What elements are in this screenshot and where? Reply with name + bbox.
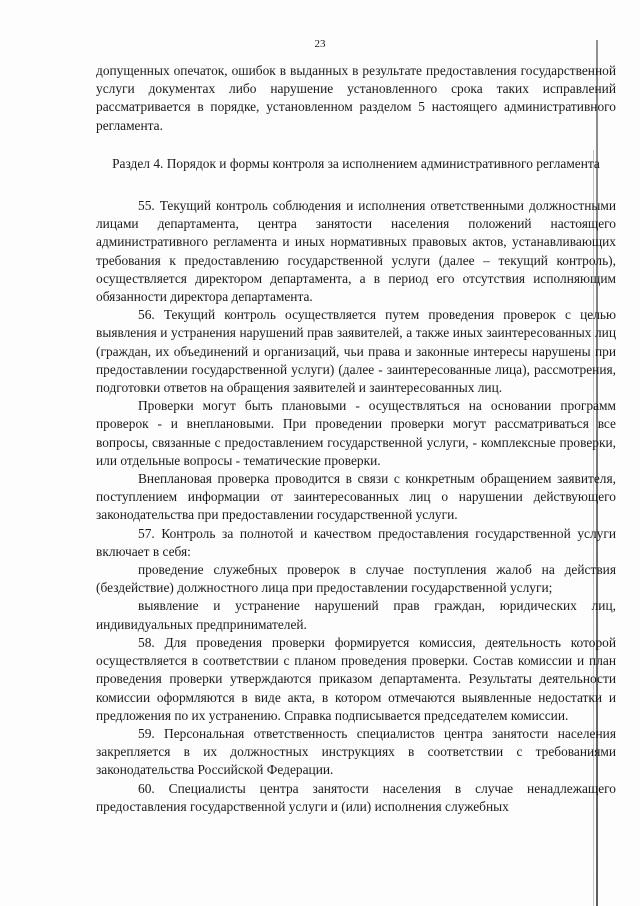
document-body	[96, 62, 616, 816]
section-title: Раздел 4. Порядок и формы контроля за исполнением административного регламента	[112, 155, 600, 171]
paragraph-60: 60. Специалисты центра занятости населения в случае ненадлежащего предоставления государственной услуги и (или) исполнения служебных	[96, 780, 616, 814]
paragraph-continuation: допущенных опечаток, ошибок в выданных в результате предоставления государственной услуги документах либо нарушение установленного срока таких исправлений рассматривается в порядке, установленном разделом 5 настоящего административного регламента.	[96, 63, 616, 133]
paragraph-inspections-types: Проверки могут быть плановыми - осуществляться на основании программ проверок - и внеплановыми. При проведении проверки могут рассматриваться все вопросы, связанные с предоставлением государственной услуги, - комплексные проверки, или отдельные вопросы - тематические проверки.	[96, 398, 616, 468]
paragraph-55: 55. Текущий контроль соблюдения и исполнения ответственными должностными лицами департамента, центра занятости населения положений настоящего административного регламента и иных нормативных правовых актов, устанавливающих требования к предоставлению государственной услуги (далее – текущий контроль), осуществляется директором департамента, а в период его отсутствия исполняющим обязанности директора департамента.	[96, 198, 616, 305]
page-number: 23	[314, 38, 326, 50]
paragraph-57: 57. Контроль за полнотой и качеством предоставления государственной услуги включает в себя:	[96, 525, 616, 559]
paragraph-unscheduled-inspection: Внеплановая проверка проводится в связи с конкретным обращением заявителя, поступлением информации от заинтересованных лиц о нарушении действующего законодательства при предоставлении государственной услуги.	[96, 471, 616, 523]
paragraph-56: 56. Текущий контроль осуществляется путем проведения проверок с целью выявления и устранения нарушений прав заявителей, а также иных заинтересованных лиц (граждан, их объединений и организаций, чьи права и законные интересы нарушены при предоставлении государственной услуги) (далее - заинтересованные лица), рассмотрения, подготовки ответов на обращения заявителей и заинтересованных лиц.	[96, 307, 616, 396]
paragraph-59: 59. Персональная ответственность специалистов центра занятости населения закрепляется в их должностных инструкциях в соответствии с требованиями законодательства Российской Федерации.	[96, 725, 616, 778]
paragraph-official-checks: проведение служебных проверок в случае поступления жалоб на действия (бездействие) должностного лица при предоставлении государственной услуги;	[96, 562, 616, 596]
paragraph-violations: выявление и устранение нарушений прав граждан, юридических лиц, индивидуальных предпринимателей.	[96, 598, 616, 632]
paragraph-58: 58. Для проведения проверки формируется комиссия, деятельность которой осуществляется в соответствии с планом проведения проверки. Состав комиссии и план проведения проверки утверждаются приказом департамента. Результаты деятельности комиссии оформляются в виде акта, в котором отмечаются выявленные недостатки и предложения по их устранению. Справка подписывается председателем комиссии.	[96, 634, 616, 723]
